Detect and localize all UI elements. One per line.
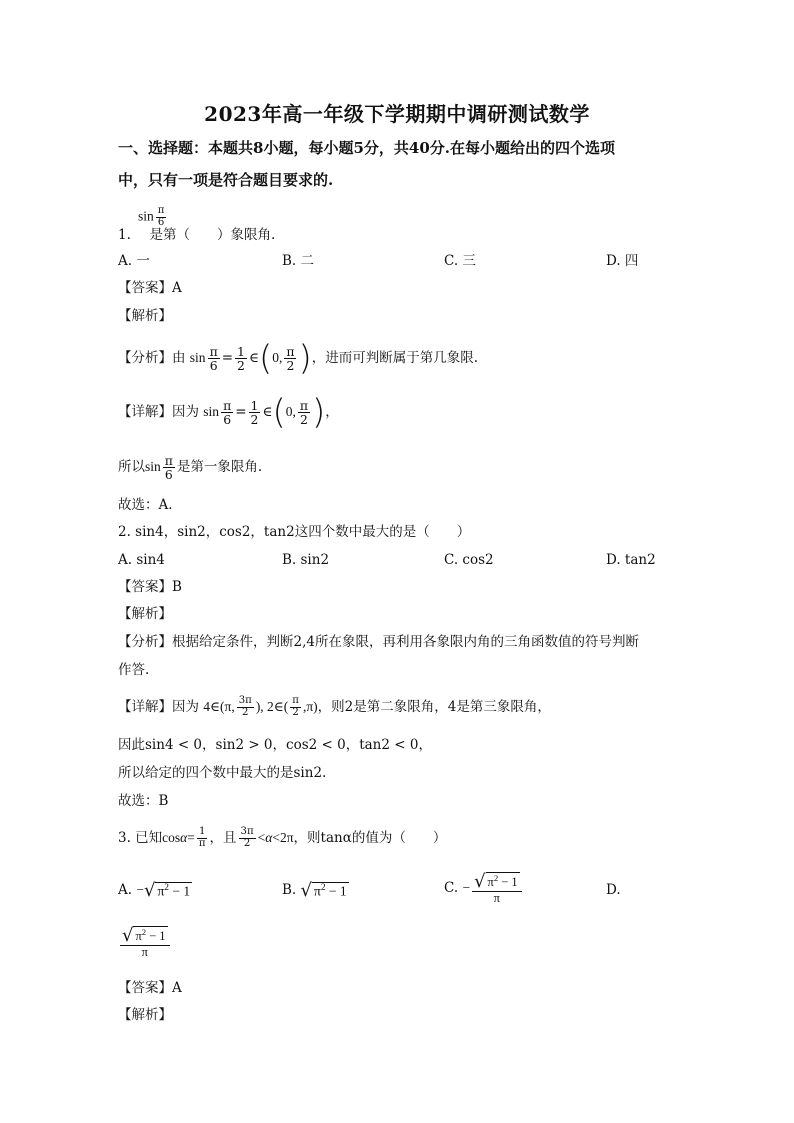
- analysis-label: 【解析】: [118, 606, 172, 622]
- choose-label: 故选：: [118, 793, 159, 809]
- q3-option-c: C. − √ $\pi^2 - 1$ π: [444, 868, 524, 908]
- q1-detail-suffix: ，: [325, 404, 339, 420]
- q1-answer-value: A: [172, 280, 182, 296]
- q3-stem-suffix: ，则tanα的值为（ ）: [293, 830, 447, 846]
- q1-detail: 【详解】因为 sin $\frac{\pi}{6}$ = $\frac{1}{2}$ ∈(0, $\frac{\pi}{2}$ )，: [118, 392, 339, 433]
- q2-answer: [118, 577, 182, 597]
- q1-conclude-prefix: 所以: [118, 459, 145, 475]
- q3-option-d-expr: √ $\pi^2 - 1$ π: [118, 922, 172, 962]
- q3-option-a: A. − √ $\pi^2 - 1$: [118, 879, 191, 901]
- q1-option-b: B. 二: [282, 253, 315, 269]
- page-title: 2023年高一年级下学期期中调研测试数学: [204, 102, 590, 126]
- q1-number: 1.: [118, 227, 131, 243]
- q3-option-b-label: B.: [282, 882, 297, 898]
- q2-option-a: A. sin4: [118, 552, 165, 568]
- q3-option-c-label: C.: [444, 880, 459, 896]
- fenxi-label: 【分析】: [118, 634, 172, 650]
- xiangjie-label: 【详解】: [118, 699, 172, 715]
- q3-stem-mid: ，且: [209, 830, 237, 846]
- q1-choose: [118, 495, 173, 515]
- q1-conclude: 所以sin $\frac{\pi}{6}$ 是第一象限角.: [118, 452, 263, 482]
- choose-label: 故选：: [118, 497, 159, 513]
- q2-conclude: 所以给定的四个数中最大的是sin2.: [118, 765, 327, 781]
- q3-answer-value: A: [172, 980, 182, 996]
- q1-option-a: A. 一: [118, 253, 150, 269]
- q2-thus: 因此sin4 < 0，sin2 > 0，cos2 < 0，tan2 < 0，: [118, 737, 432, 753]
- q2-choose: [118, 791, 168, 811]
- q3-stem: 3. 已知cosα= $\frac{1}{\pi}$ ，且 $\frac{3\pi}{2}$ <α<2π，则tanα的值为（ ）: [118, 826, 447, 849]
- q1-fenxi-prefix: 由: [172, 350, 186, 366]
- q1-answer: [118, 278, 182, 298]
- q2-answer-value: B: [172, 579, 182, 595]
- q3-stem-prefix: 3. 已知: [118, 830, 163, 846]
- q2-option-d: D. tan2: [606, 552, 656, 568]
- q1-option-c: C. 三: [444, 253, 476, 269]
- q1-conclude-suffix: 是第一象限角.: [176, 459, 263, 475]
- q1-fenxi: 【分析】由 sin $\frac{\pi}{6}$ = $\frac{1}{2}$ ∈(0, $\frac{\pi}{2}$ )，进而可判断属于第几象限.: [118, 338, 479, 379]
- q1-fenxi-suffix: ，进而可判断属于第几象限.: [311, 350, 479, 366]
- q1-stem-text: 是第（ ）象限角.: [149, 227, 276, 243]
- q2-fenxi-line1: [118, 632, 639, 652]
- q1-option-d: D. 四: [606, 253, 639, 269]
- q2-fenxi-text: 根据给定条件，判断2,4所在象限，再利用各象限内角的三角函数值的符号判断: [172, 634, 639, 650]
- q2-detail-suffix: ，则2是第二象限角，4是第三象限角，: [317, 699, 551, 715]
- q2-choose-value: B: [158, 793, 169, 809]
- q3-option-d-label: D.: [606, 882, 621, 898]
- q1-stem: [118, 225, 275, 245]
- q2-option-b: B. sin2: [282, 552, 330, 568]
- analysis-label: 【解析】: [118, 308, 172, 324]
- fenxi-label: 【分析】: [118, 350, 172, 366]
- analysis-label: 【解析】: [118, 1007, 172, 1023]
- q3-option-a-label: A.: [118, 882, 133, 898]
- q1-analysis-label: [118, 306, 172, 326]
- section-heading-line2: 中，只有一项是符合题目要求的.: [118, 171, 334, 189]
- answer-label: 【答案】: [118, 280, 172, 296]
- answer-label: 【答案】: [118, 980, 172, 996]
- q3-answer: [118, 978, 182, 998]
- xiangjie-label: 【详解】: [118, 404, 172, 420]
- q2-fenxi-line2: 作答.: [118, 662, 150, 678]
- section-heading-line1: 一、选择题：本题共8小题，每小题5分，共40分.在每小题给出的四个选项: [118, 139, 615, 157]
- q1-choose-value: A.: [158, 497, 173, 513]
- q2-detail-prefix: 因为: [172, 699, 199, 715]
- q3-option-b: B. √ $\pi^2 - 1$: [282, 879, 347, 901]
- q2-stem: 2. sin4，sin2，cos2，tan2这四个数中最大的是（ ）: [118, 524, 471, 540]
- q2-analysis-label: [118, 604, 172, 624]
- q2-option-c: C. cos2: [444, 552, 494, 568]
- q3-analysis-label: [118, 1005, 172, 1025]
- answer-label: 【答案】: [118, 579, 172, 595]
- q1-detail-prefix: 因为: [172, 404, 199, 420]
- q2-detail: 【详解】因为 4∈(π, $\frac{3\pi}{2}$ ), 2∈( $\frac{\pi}{2}$ ,π)，则2是第二象限角，4是第三象限角，: [118, 695, 551, 718]
- q1-sin-pi6: sin $\frac{\pi}{6}$: [138, 205, 165, 228]
